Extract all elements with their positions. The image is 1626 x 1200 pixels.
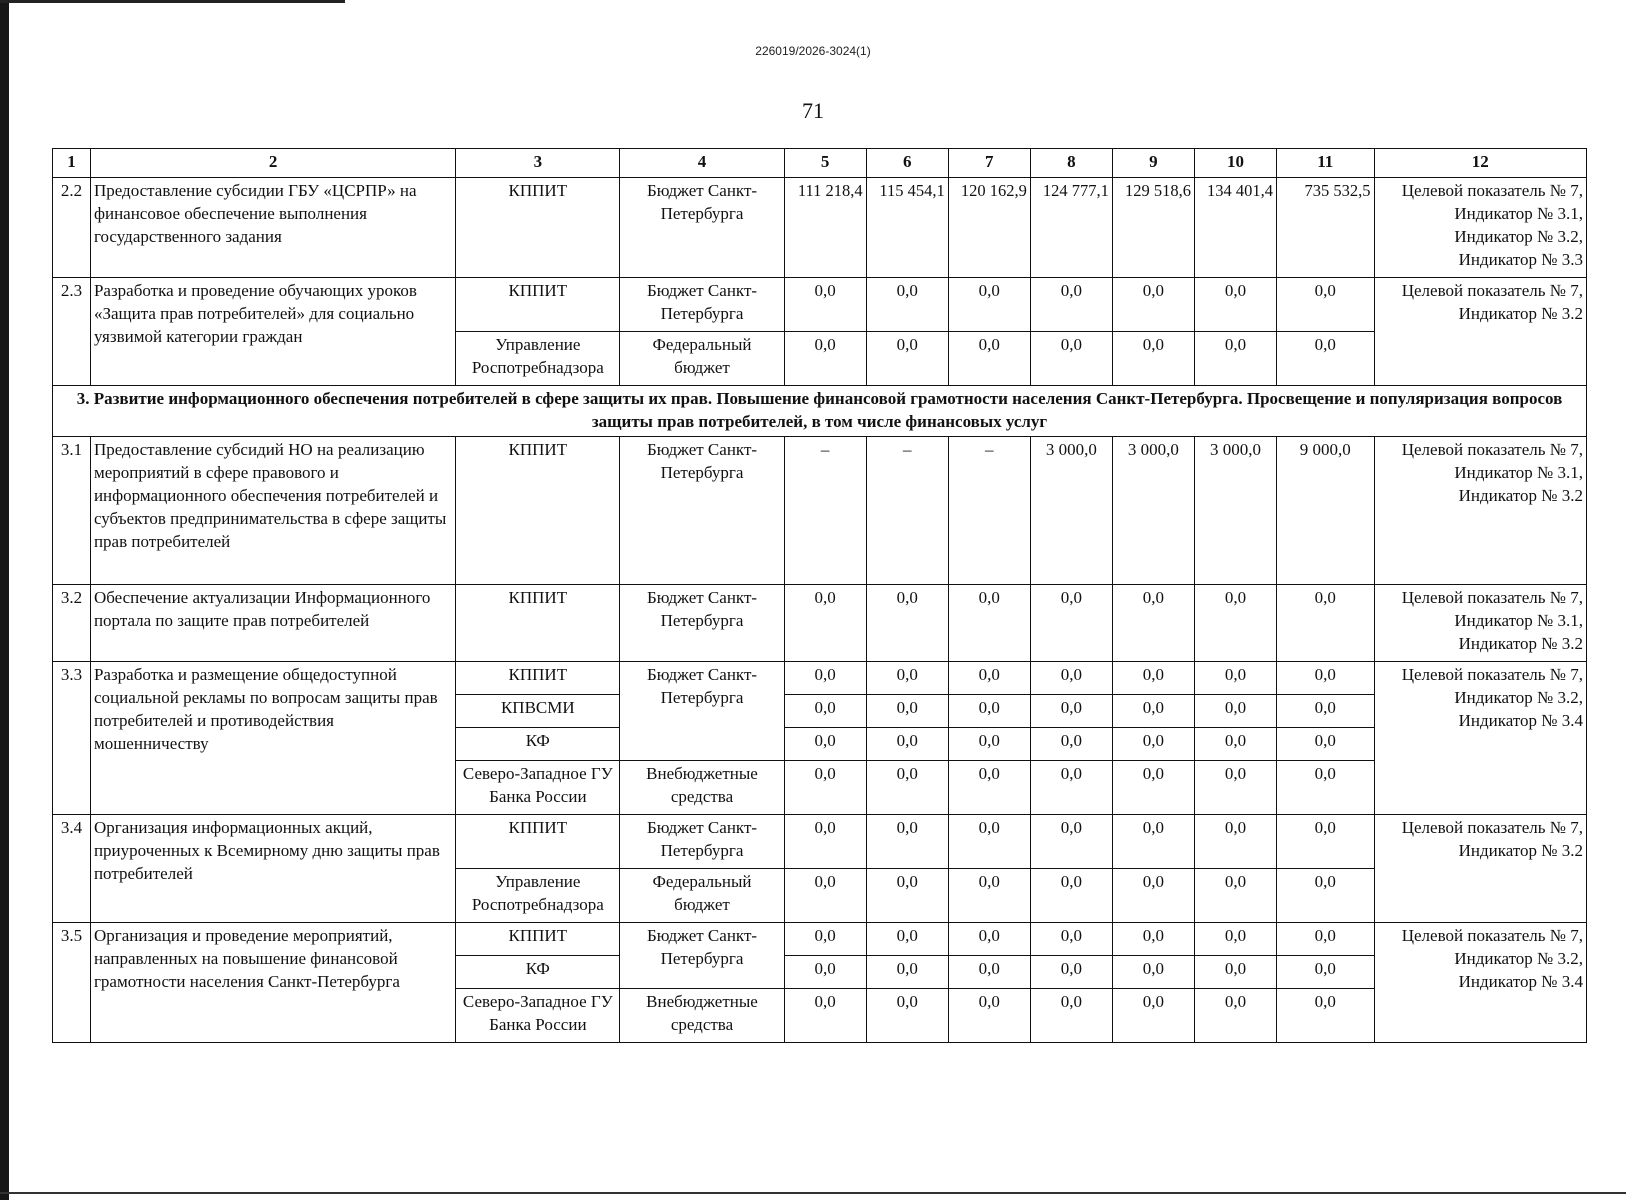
value-cell: 0,0 <box>948 694 1030 727</box>
value-cell: 0,0 <box>1277 694 1374 727</box>
source-cell: Федеральный бюджет <box>620 868 784 922</box>
table-row <box>53 814 1587 868</box>
value-cell: 0,0 <box>1112 332 1194 386</box>
executor-cell: Управление Роспотребнадзора <box>456 332 620 386</box>
value-cell: 0,0 <box>1194 955 1276 988</box>
indicator-cell: Целевой показатель № 7, Индикатор № 3.2 <box>1374 278 1586 386</box>
value-cell: 0,0 <box>948 661 1030 694</box>
value-cell: 0,0 <box>784 332 866 386</box>
measure-name: Предоставление субсидий НО на реализацию мероприятий в сфере правового и информационного обеспечения потребителей и субъектов предпринимательства в сфере защиты прав потребителей <box>90 436 455 584</box>
table-row <box>53 584 1587 661</box>
col-header: 3 <box>456 149 620 178</box>
indicator-cell: Целевой показатель № 7, Индикатор № 3.1, Индикатор № 3.2, Индикатор № 3.3 <box>1374 178 1586 278</box>
table-row <box>53 278 1587 332</box>
value-cell: 0,0 <box>866 955 948 988</box>
value-cell: 0,0 <box>784 814 866 868</box>
col-header: 10 <box>1194 149 1276 178</box>
row-number: 3.3 <box>53 661 91 814</box>
value-cell: 111 218,4 <box>784 178 866 278</box>
value-cell: 0,0 <box>1277 584 1374 661</box>
col-header: 8 <box>1030 149 1112 178</box>
value-cell: 0,0 <box>1194 988 1276 1042</box>
value-cell: 0,0 <box>1194 694 1276 727</box>
value-cell: 129 518,6 <box>1112 178 1194 278</box>
value-cell: 0,0 <box>1030 814 1112 868</box>
value-cell: 0,0 <box>784 727 866 760</box>
col-header: 7 <box>948 149 1030 178</box>
value-cell: 0,0 <box>1112 760 1194 814</box>
source-cell: Бюджет Санкт-Петербурга <box>620 436 784 584</box>
measure-name: Предоставление субсидии ГБУ «ЦСРПР» на финансовое обеспечение выполнения государственного задания <box>90 178 455 278</box>
row-number: 2.3 <box>53 278 91 386</box>
executor-cell: КФ <box>456 727 620 760</box>
source-cell: Внебюджетные средства <box>620 988 784 1042</box>
value-cell: 0,0 <box>866 868 948 922</box>
value-cell: 0,0 <box>1112 868 1194 922</box>
value-cell: 0,0 <box>866 922 948 955</box>
document-number: 226019/2026-3024(1) <box>755 44 871 58</box>
executor-cell: КППИТ <box>456 178 620 278</box>
value-cell: 0,0 <box>948 955 1030 988</box>
value-cell: 0,0 <box>784 868 866 922</box>
value-cell: 0,0 <box>1112 694 1194 727</box>
value-cell: 0,0 <box>1277 760 1374 814</box>
value-cell: 3 000,0 <box>1030 436 1112 584</box>
value-cell: 0,0 <box>1112 584 1194 661</box>
measure-name: Обеспечение актуализации Информационного портала по защите прав потребителей <box>90 584 455 661</box>
value-cell: 0,0 <box>1030 661 1112 694</box>
value-cell: 0,0 <box>784 694 866 727</box>
value-cell: 0,0 <box>1030 727 1112 760</box>
value-cell: 0,0 <box>1030 278 1112 332</box>
indicator-cell: Целевой показатель № 7, Индикатор № 3.2, Индикатор № 3.4 <box>1374 922 1586 1042</box>
value-cell: 0,0 <box>1194 727 1276 760</box>
value-cell: 0,0 <box>1030 332 1112 386</box>
table-row <box>53 661 1587 694</box>
value-cell: – <box>784 436 866 584</box>
executor-cell: КППИТ <box>456 922 620 955</box>
col-header: 2 <box>90 149 455 178</box>
table-header-row <box>53 149 1587 178</box>
value-cell: 124 777,1 <box>1030 178 1112 278</box>
value-cell: 0,0 <box>1030 922 1112 955</box>
value-cell: 0,0 <box>1194 584 1276 661</box>
value-cell: 0,0 <box>784 922 866 955</box>
indicator-cell: Целевой показатель № 7, Индикатор № 3.2 <box>1374 814 1586 922</box>
indicator-cell: Целевой показатель № 7, Индикатор № 3.1, Индикатор № 3.2 <box>1374 436 1586 584</box>
row-number: 2.2 <box>53 178 91 278</box>
value-cell: 3 000,0 <box>1112 436 1194 584</box>
source-cell: Бюджет Санкт-Петербурга <box>620 922 784 988</box>
executor-cell: КППИТ <box>456 661 620 694</box>
value-cell: 0,0 <box>1112 955 1194 988</box>
value-cell: 0,0 <box>1277 332 1374 386</box>
table-row <box>53 178 1587 278</box>
value-cell: – <box>948 436 1030 584</box>
value-cell: 0,0 <box>1030 955 1112 988</box>
table-row <box>53 436 1587 584</box>
scan-top-mark <box>0 0 345 3</box>
value-cell: 0,0 <box>948 988 1030 1042</box>
page-number: 71 <box>802 98 824 123</box>
measure-name: Организация и проведение мероприятий, направленных на повышение финансовой грамотности населения Санкт-Петербурга <box>90 922 455 1042</box>
value-cell: 0,0 <box>1194 868 1276 922</box>
measure-name: Разработка и проведение обучающих уроков «Защита прав потребителей» для социально уязвимой категории граждан <box>90 278 455 386</box>
value-cell: 0,0 <box>866 278 948 332</box>
value-cell: 0,0 <box>866 332 948 386</box>
scan-left-edge <box>0 0 9 1200</box>
value-cell: 0,0 <box>866 760 948 814</box>
value-cell: – <box>866 436 948 584</box>
value-cell: 0,0 <box>1030 760 1112 814</box>
value-cell: 0,0 <box>1112 814 1194 868</box>
value-cell: 120 162,9 <box>948 178 1030 278</box>
source-cell: Бюджет Санкт-Петербурга <box>620 278 784 332</box>
source-cell: Внебюджетные средства <box>620 760 784 814</box>
section-row <box>53 386 1587 437</box>
value-cell: 0,0 <box>948 332 1030 386</box>
executor-cell: КППИТ <box>456 584 620 661</box>
value-cell: 0,0 <box>948 868 1030 922</box>
executor-cell: КППИТ <box>456 436 620 584</box>
row-number: 3.5 <box>53 922 91 1042</box>
value-cell: 0,0 <box>1112 988 1194 1042</box>
value-cell: 0,0 <box>866 727 948 760</box>
value-cell: 0,0 <box>1030 988 1112 1042</box>
value-cell: 0,0 <box>784 584 866 661</box>
value-cell: 9 000,0 <box>1277 436 1374 584</box>
col-header: 1 <box>53 149 91 178</box>
value-cell: 0,0 <box>866 694 948 727</box>
col-header: 6 <box>866 149 948 178</box>
value-cell: 3 000,0 <box>1194 436 1276 584</box>
value-cell: 0,0 <box>948 584 1030 661</box>
value-cell: 0,0 <box>1030 868 1112 922</box>
value-cell: 0,0 <box>784 760 866 814</box>
value-cell: 0,0 <box>948 760 1030 814</box>
section-title: 3. Развитие информационного обеспечения потребителей в сфере защиты их прав. Повышение финансовой грамотности населения Санкт-Петербурга. Просвещение и популяризация вопросов защиты прав потребителей, в том числе финансовых услуг <box>53 386 1587 437</box>
scan-bottom-line <box>0 1192 1626 1194</box>
value-cell: 0,0 <box>948 727 1030 760</box>
value-cell: 735 532,5 <box>1277 178 1374 278</box>
value-cell: 0,0 <box>1277 278 1374 332</box>
value-cell: 0,0 <box>784 278 866 332</box>
source-cell: Бюджет Санкт-Петербурга <box>620 178 784 278</box>
row-number: 3.4 <box>53 814 91 922</box>
value-cell: 0,0 <box>1194 922 1276 955</box>
col-header: 5 <box>784 149 866 178</box>
indicator-cell: Целевой показатель № 7, Индикатор № 3.2, Индикатор № 3.4 <box>1374 661 1586 814</box>
value-cell: 0,0 <box>1112 727 1194 760</box>
value-cell: 0,0 <box>1030 584 1112 661</box>
row-number: 3.2 <box>53 584 91 661</box>
executor-cell: Северо-Западное ГУ Банка России <box>456 760 620 814</box>
value-cell: 0,0 <box>1194 661 1276 694</box>
col-header: 12 <box>1374 149 1586 178</box>
value-cell: 0,0 <box>1194 814 1276 868</box>
measure-name: Организация информационных акций, приуроченных к Всемирному дню защиты прав потребителей <box>90 814 455 922</box>
value-cell: 0,0 <box>1112 922 1194 955</box>
value-cell: 0,0 <box>866 988 948 1042</box>
source-cell: Бюджет Санкт-Петербурга <box>620 584 784 661</box>
executor-cell: КФ <box>456 955 620 988</box>
col-header: 11 <box>1277 149 1374 178</box>
executor-cell: Северо-Западное ГУ Банка России <box>456 988 620 1042</box>
value-cell: 0,0 <box>1277 727 1374 760</box>
value-cell: 0,0 <box>1112 278 1194 332</box>
source-cell: Федеральный бюджет <box>620 332 784 386</box>
source-cell: Бюджет Санкт-Петербурга <box>620 814 784 868</box>
col-header: 4 <box>620 149 784 178</box>
value-cell: 0,0 <box>1194 760 1276 814</box>
executor-cell: Управление Роспотребнадзора <box>456 868 620 922</box>
value-cell: 0,0 <box>1277 988 1374 1042</box>
value-cell: 0,0 <box>1277 922 1374 955</box>
col-header: 9 <box>1112 149 1194 178</box>
value-cell: 0,0 <box>784 661 866 694</box>
value-cell: 134 401,4 <box>1194 178 1276 278</box>
value-cell: 0,0 <box>1030 694 1112 727</box>
value-cell: 0,0 <box>948 278 1030 332</box>
source-cell: Бюджет Санкт-Петербурга <box>620 661 784 760</box>
table-row <box>53 922 1587 955</box>
value-cell: 0,0 <box>1194 278 1276 332</box>
value-cell: 0,0 <box>1277 814 1374 868</box>
value-cell: 0,0 <box>866 814 948 868</box>
program-table <box>52 148 1587 1043</box>
executor-cell: КПВСМИ <box>456 694 620 727</box>
value-cell: 0,0 <box>1194 332 1276 386</box>
value-cell: 0,0 <box>784 988 866 1042</box>
value-cell: 0,0 <box>1112 661 1194 694</box>
value-cell: 0,0 <box>948 922 1030 955</box>
value-cell: 0,0 <box>1277 661 1374 694</box>
value-cell: 0,0 <box>1277 955 1374 988</box>
value-cell: 0,0 <box>948 814 1030 868</box>
value-cell: 0,0 <box>784 955 866 988</box>
value-cell: 0,0 <box>866 661 948 694</box>
value-cell: 0,0 <box>1277 868 1374 922</box>
measure-name: Разработка и размещение общедоступной социальной рекламы по вопросам защиты прав потребителей и противодействия мошенничеству <box>90 661 455 814</box>
executor-cell: КППИТ <box>456 278 620 332</box>
row-number: 3.1 <box>53 436 91 584</box>
value-cell: 115 454,1 <box>866 178 948 278</box>
indicator-cell: Целевой показатель № 7, Индикатор № 3.1, Индикатор № 3.2 <box>1374 584 1586 661</box>
value-cell: 0,0 <box>866 584 948 661</box>
executor-cell: КППИТ <box>456 814 620 868</box>
